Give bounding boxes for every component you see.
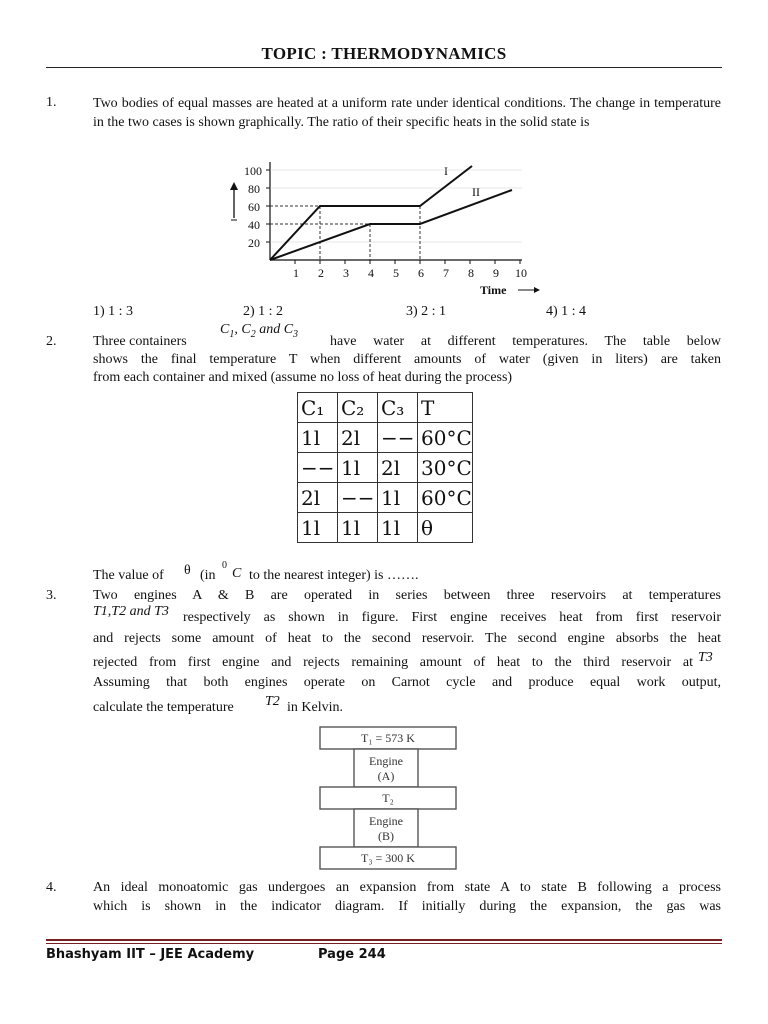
q2-footer-c: to the nearest integer) is ……. <box>249 568 419 583</box>
t1-label: T₁ = 573 K <box>361 731 415 745</box>
q2-unit-sup: 0 <box>222 560 227 571</box>
table-cell: 60°C <box>418 423 473 453</box>
q3-number: 3. <box>46 588 57 603</box>
curve-II <box>270 190 512 260</box>
engine-b-label: Engine <box>369 814 403 828</box>
table-cell: 2l <box>298 483 338 513</box>
table-cell: 1l <box>298 513 338 543</box>
x-tick-label: 7 <box>443 266 449 280</box>
footer-academy: Bhashyam IIT – JEE Academy <box>46 947 255 962</box>
table-cell: C₁ <box>298 393 338 423</box>
curve-I <box>270 166 472 260</box>
q1-option-3: 3) 2 : 1 <box>406 304 447 319</box>
q4-number: 4. <box>46 880 57 895</box>
table-cell: 1l <box>378 513 418 543</box>
q3-line6-symbol: T2 <box>265 694 280 709</box>
table-row <box>298 483 473 513</box>
t3-label: T₃ = 300 K <box>361 851 415 865</box>
q2-unit: C <box>232 566 242 581</box>
table-row <box>298 423 473 453</box>
y-tick-label: 20 <box>248 236 260 250</box>
title-rule <box>46 67 722 68</box>
q4-line1: An ideal monoatomic gas undergoes an expansion from state A to state B following a process <box>93 880 721 895</box>
q2-theta: θ <box>184 563 191 578</box>
x-tick-label: 4 <box>368 266 374 280</box>
x-tick-label: 9 <box>493 266 499 280</box>
table-cell: C₂ <box>338 393 378 423</box>
q3-line5: Assuming that both engines operate on Carnot cycle and produce equal work output, <box>93 675 721 690</box>
q1-option-1: 1) 1 : 3 <box>93 304 134 319</box>
q3-line1: Two engines A & B are operated in series between three reservoirs at temperatures <box>93 588 721 603</box>
y-tick-label: 60 <box>248 200 260 214</box>
table-cell: C₃ <box>378 393 418 423</box>
q1-option-2: 2) 1 : 2 <box>243 304 284 319</box>
table-cell: 60°C <box>418 483 473 513</box>
q1-option-4: 4) 1 : 4 <box>546 304 587 319</box>
footer-rule-thin <box>46 943 722 944</box>
x-tick-label: 1 <box>293 266 299 280</box>
q2-container-symbols: $C_1$, $C_2$ and $C_3$ <box>220 322 299 340</box>
table-cell: −− <box>378 423 418 453</box>
x-tick-label: 3 <box>343 266 349 280</box>
table-cell: 1l <box>298 423 338 453</box>
footer-page-number: Page 244 <box>318 947 386 962</box>
table-cell: −− <box>298 453 338 483</box>
q2-line2: shows the final temperature T when different amounts of water (given in liters) are taken <box>93 352 721 367</box>
footer-rule <box>46 939 722 941</box>
table-row <box>298 513 473 543</box>
q3-line2: respectively as shown in figure. First engine receives heat from first reservoir <box>183 610 721 625</box>
table-cell: 1l <box>338 513 378 543</box>
table-row <box>298 453 473 483</box>
q2-line1-b: have water at different temperatures. The table below <box>330 334 721 349</box>
q2-footer-a: The value of <box>93 568 164 583</box>
x-axis-label: Time <box>480 283 507 297</box>
q3-engine-diagram <box>318 725 468 871</box>
q2-number: 2. <box>46 334 57 349</box>
q2-line1-a: Three containers <box>93 334 187 349</box>
x-tick-label: 10 <box>515 266 527 280</box>
engine-b-sub: (B) <box>378 829 394 843</box>
t2-label: T₂ <box>382 791 394 805</box>
x-tick-label: 8 <box>468 266 474 280</box>
table-row <box>298 393 473 423</box>
q3-line4-symbol: T3 <box>698 650 713 665</box>
y-tick-label: 80 <box>248 182 260 196</box>
q4-line2: which is shown in the indicator diagram. If initially during the expansion, the gas was <box>93 899 721 914</box>
x-tick-label: 6 <box>418 266 424 280</box>
q3-line6-a: calculate the temperature <box>93 700 234 715</box>
x-tick-label: 5 <box>393 266 399 280</box>
table-cell: −− <box>338 483 378 513</box>
table-cell: 1l <box>378 483 418 513</box>
engine-a-label: Engine <box>369 754 403 768</box>
y-tick-label: 40 <box>248 218 260 232</box>
q1-graph <box>222 160 552 302</box>
table-cell: 30°C <box>418 453 473 483</box>
table-cell: 1l <box>338 453 378 483</box>
x-tick-label: 2 <box>318 266 324 280</box>
table-cell: 2l <box>378 453 418 483</box>
q1-text: Two bodies of equal masses are heated at a uniform rate under identical conditions. The change in temperature in the two cases is shown graphically. The ratio of their specific heats in the solid state is <box>93 96 721 130</box>
page-title: TOPIC : THERMODYNAMICS <box>261 44 507 63</box>
q2-footer-b: (in <box>200 568 216 583</box>
q3-line3: and rejects some amount of heat to the second reservoir. The second engine absorbs the heat <box>93 631 721 646</box>
table-cell: T <box>418 393 473 423</box>
q1-number: 1. <box>46 95 57 110</box>
engine-a-sub: (A) <box>377 769 395 783</box>
table-cell: 2l <box>338 423 378 453</box>
table-cell: θ <box>418 513 473 543</box>
q3-line4: rejected from first engine and rejects remaining amount of heat to the third reservoir at <box>93 655 693 670</box>
curve-label-I: I <box>444 164 448 178</box>
q2-mixing-table <box>297 392 473 543</box>
q2-line3: from each container and mixed (assume no loss of heat during the process) <box>93 370 513 385</box>
q3-line2-symbols: T1,T2 and T3 <box>93 604 169 619</box>
y-tick-label: 100 <box>244 164 262 178</box>
curve-label-II: II <box>472 185 480 199</box>
q3-line6-b: in Kelvin. <box>287 700 343 715</box>
